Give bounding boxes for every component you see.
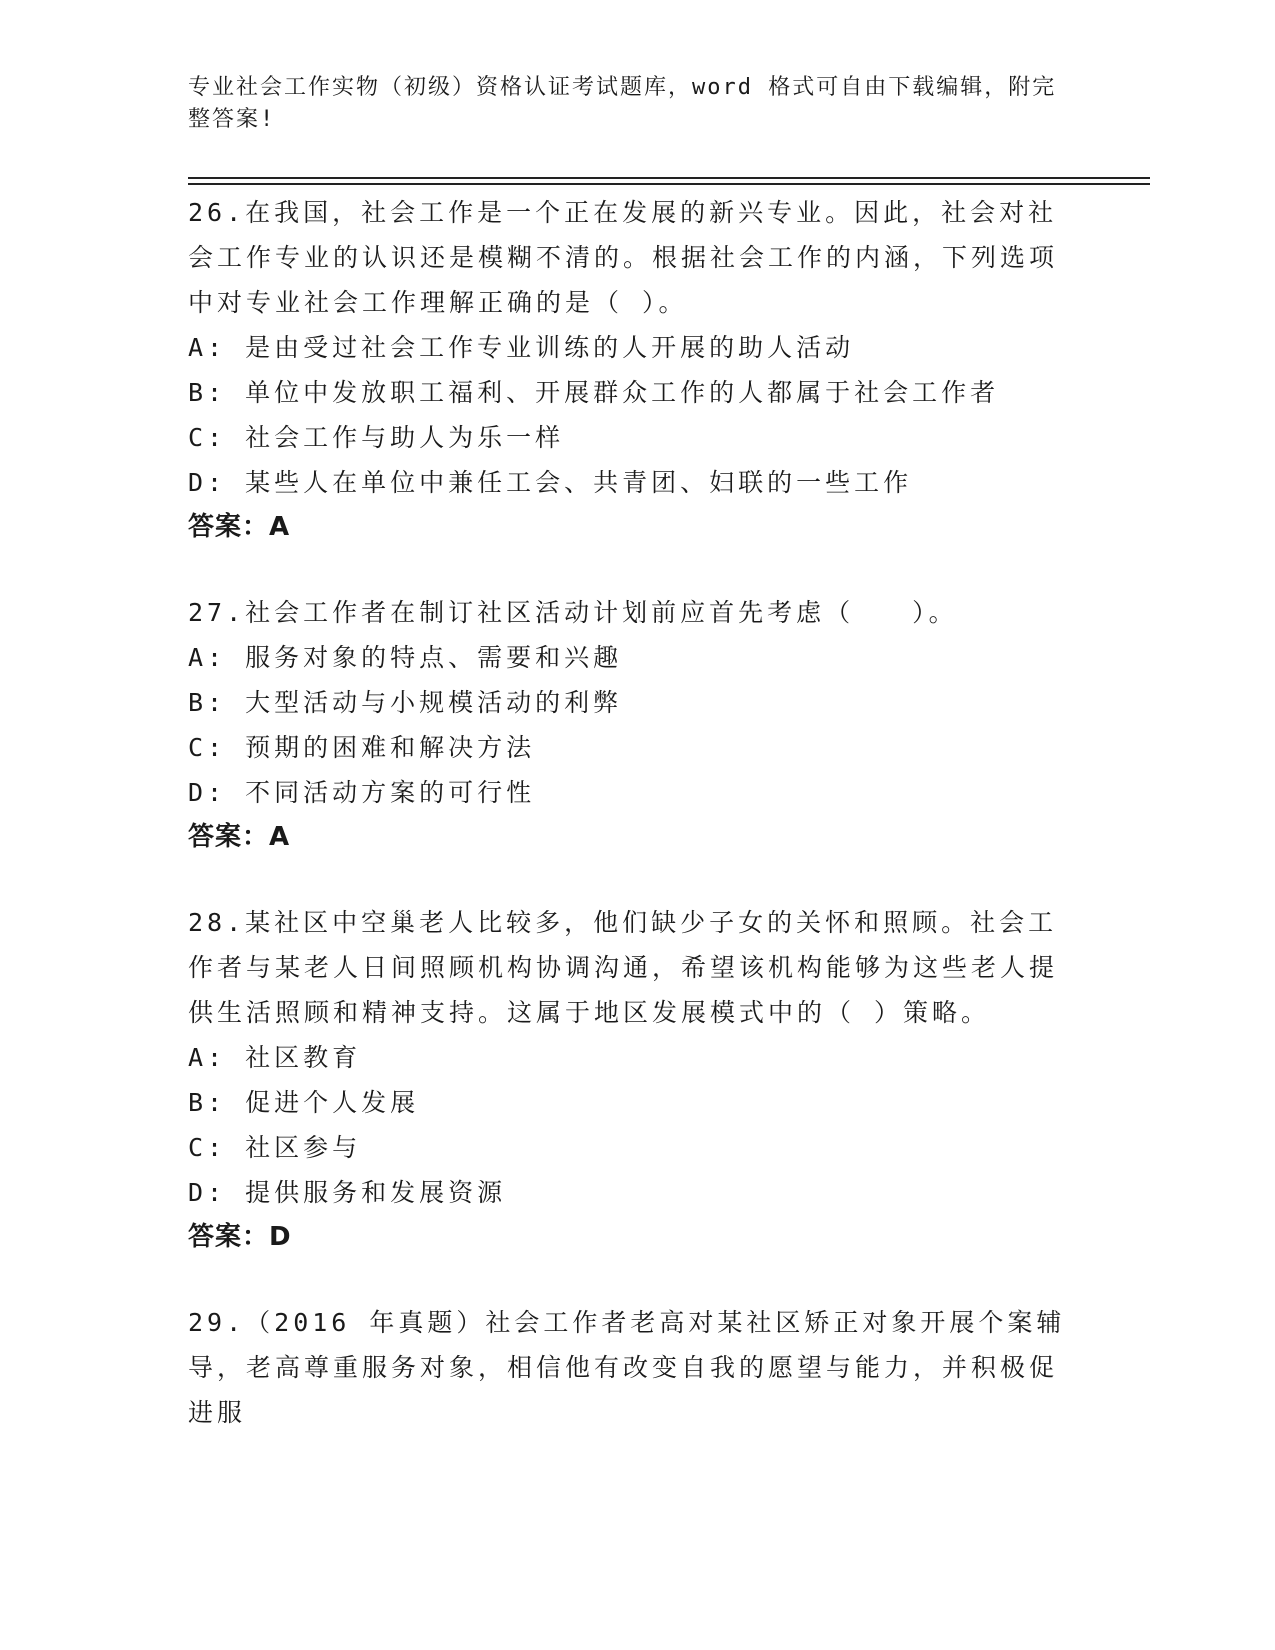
- option-c: C: 预期的困难和解决方法: [188, 733, 536, 762]
- option-b: B: 单位中发放职工福利、开展群众工作的人都属于社会工作者: [188, 378, 1000, 407]
- option-d: D: 某些人在单位中兼任工会、共青团、妇联的一些工作: [188, 468, 913, 497]
- question-stem: 28.某社区中空巢老人比较多，他们缺少子女的关怀和照顾。社会工作者与某老人日间照顾机构协调沟通，希望该机构能够为这些老人提供生活照顾和精神支持。这属于地区发展模式中的（ ）策略。: [188, 908, 1059, 1027]
- option-a: A: 服务对象的特点、需要和兴趣: [188, 643, 623, 672]
- option-c: C: 社会工作与助人为乐一样: [188, 423, 565, 452]
- question-27: [188, 590, 1078, 860]
- question-28: [188, 900, 1078, 1260]
- question-list: [188, 190, 1078, 1475]
- question-stem: 26.在我国，社会工作是一个正在发展的新兴专业。因此，社会对社会工作专业的认识还是模糊不清的。根据社会工作的内涵，下列选项中对专业社会工作理解正确的是（ ）。: [188, 198, 1059, 317]
- option-a: A: 社区教育: [188, 1043, 362, 1072]
- option-d: D: 提供服务和发展资源: [188, 1178, 507, 1207]
- question-stem: 27.社会工作者在制订社区活动计划前应首先考虑（ ）。: [188, 598, 958, 627]
- option-d: D: 不同活动方案的可行性: [188, 778, 536, 807]
- option-c: C: 社区参与: [188, 1133, 362, 1162]
- option-b: B: 大型活动与小规模活动的利弊: [188, 688, 623, 717]
- header-divider-bottom: [188, 183, 1150, 185]
- header-divider-top: [188, 177, 1150, 179]
- answer: 答案：A: [188, 512, 291, 542]
- document-header: 专业社会工作实物（初级）资格认证考试题库，word 格式可自由下载编辑，附完整答案!: [188, 75, 1057, 132]
- option-b: B: 促进个人发展: [188, 1088, 420, 1117]
- option-a: A: 是由受过社会工作专业训练的人开展的助人活动: [188, 333, 855, 362]
- question-29: [188, 1300, 1078, 1435]
- answer: 答案：A: [188, 822, 291, 852]
- question-26: [188, 190, 1078, 550]
- question-stem: 29.（2016 年真题）社会工作者老高对某社区矫正对象开展个案辅导，老高尊重服务对象，相信他有改变自我的愿望与能力，并积极促进服: [188, 1308, 1066, 1427]
- answer: 答案：D: [188, 1222, 292, 1252]
